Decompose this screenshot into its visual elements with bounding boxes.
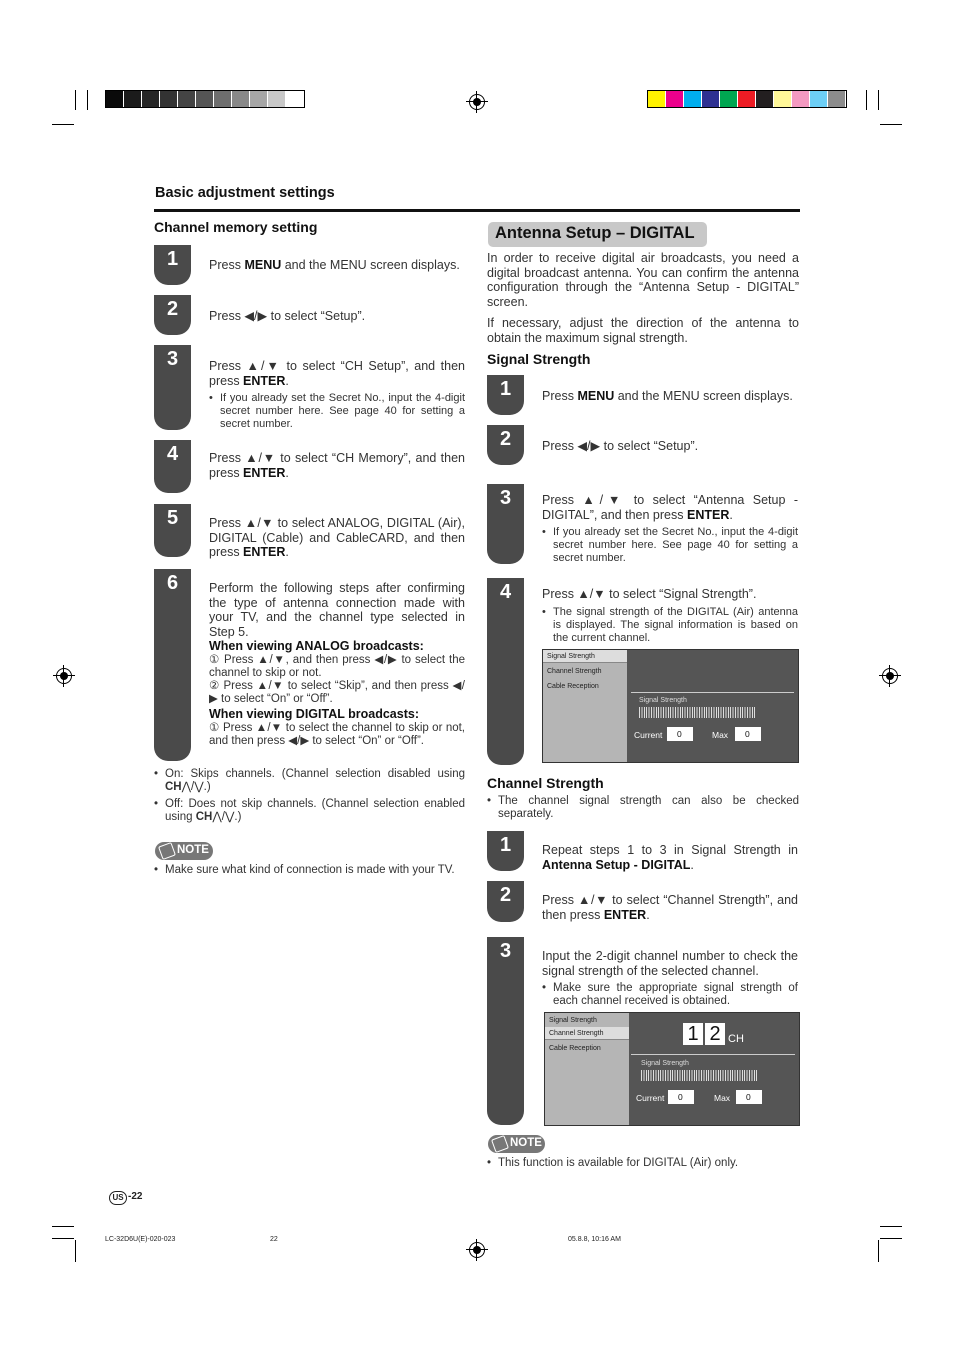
crop-mark (880, 1238, 902, 1239)
crop-mark (75, 1240, 76, 1262)
calibration-swatch (738, 91, 756, 107)
max-label: Max (714, 1093, 731, 1103)
osd-menu-item: Signal Strength (549, 1017, 597, 1024)
step-number: 2 (499, 428, 512, 450)
crop-mark (878, 1240, 879, 1262)
pencil-icon (491, 1135, 509, 1153)
step-text: Press ◀/▶ to select “Setup”. (542, 439, 699, 453)
calibration-swatch (828, 91, 846, 107)
calibration-swatch (720, 91, 738, 107)
calibration-swatch (702, 91, 720, 107)
calibration-swatch (792, 91, 810, 107)
osd-menu (545, 1013, 629, 1125)
digital-step-1: ① Press ▲/▼ to select the channel to skip or not, and then press ◀/▶ to select “On” or “Off”. (209, 722, 465, 748)
max-value: 0 (736, 1090, 762, 1104)
antenna-setup-banner (488, 222, 707, 247)
step-text: Press ▲/▼ to select ANALOG, DIGITAL (Air), DIGITAL (Cable) and CableCARD, and then press ENTER. (209, 516, 465, 559)
step-number-tab (154, 504, 191, 557)
section-title: Basic adjustment settings (155, 185, 335, 201)
channel-memory-heading: Channel memory setting (154, 219, 318, 235)
channel-strength-screen (544, 1012, 800, 1126)
step-number-tab (154, 440, 191, 493)
step-number-tab (487, 831, 524, 871)
step-number-tab (487, 425, 524, 465)
registration-mark-icon (469, 94, 485, 110)
step-text: Press ▲/▼ to select “Antenna Setup - DIGITAL”, and then press ENTER. (542, 493, 798, 522)
signal-step4-note: • The signal strength of the DIGITAL (Air) antenna is displayed. The signal information is based on the current channel. (542, 606, 798, 645)
step-number-tab (154, 345, 191, 430)
calibration-swatch (106, 91, 124, 107)
step-number: 4 (499, 581, 512, 603)
crop-mark (866, 90, 867, 110)
signal-strength-screen (542, 649, 799, 763)
step-text: Press MENU and the MENU screen displays. (209, 258, 460, 272)
osd-menu-item: Cable Reception (549, 1045, 601, 1052)
file-name: LC-32D6U(E)-020-023 (105, 1236, 176, 1243)
crop-mark (52, 1238, 74, 1239)
crop-mark (75, 90, 76, 110)
step-number: 3 (166, 348, 179, 370)
step-number-tab (154, 245, 191, 285)
sheet-number: 22 (270, 1236, 278, 1243)
analog-step-2: ② Press ▲/▼ to select “Skip”, and then press ◀/▶ to select “On” or “Off”. (209, 680, 465, 706)
calibration-swatch (756, 91, 774, 107)
bullet-on: • On: Skips channels. (Channel selection disabled using CH⋀/⋁.) (154, 768, 465, 794)
step-number: 2 (166, 298, 179, 320)
calibration-swatch (684, 91, 702, 107)
calibration-swatch (666, 91, 684, 107)
digital-heading: When viewing DIGITAL broadcasts: (209, 707, 419, 721)
step-text: Press MENU and the MENU screen displays. (542, 389, 793, 403)
calibration-swatch (250, 91, 268, 107)
calibration-swatch (268, 91, 286, 107)
calibration-swatch (142, 91, 160, 107)
osd-label: Signal Strength (639, 697, 687, 704)
channel-digit: 2 (705, 1023, 725, 1045)
note-text: • This function is available for DIGITAL (Air) only. (487, 1157, 739, 1169)
step-number-tab (154, 295, 191, 335)
current-label: Current (634, 730, 663, 740)
step-number: 3 (499, 940, 512, 962)
print-stamp: 05.8.8, 10:16 AM (568, 1236, 621, 1243)
note-text: • Make sure what kind of connection is made with your TV. (154, 864, 455, 876)
step-number: 6 (166, 572, 179, 594)
step-text: Press ▲/▼ to select “CH Setup”, and then press ENTER. (209, 359, 465, 388)
calibration-swatch (214, 91, 232, 107)
signal-strength-heading: Signal Strength (487, 351, 591, 367)
calibration-swatch (286, 91, 304, 107)
step3-note: • If you already set the Secret No., input the 4-digit secret number here. See page 40 for setting a secret number. (209, 392, 465, 431)
section-rule (154, 209, 800, 212)
step-number: 1 (499, 378, 512, 400)
channel-step3-note: • Make sure the appropriate signal strength of each channel received is obtained. (542, 982, 798, 1008)
step-number: 3 (499, 487, 512, 509)
crop-mark (87, 90, 88, 110)
registration-mark-icon (56, 668, 72, 684)
osd-menu-item: Signal Strength (543, 650, 627, 663)
step-text: Input the 2-digit channel number to check the signal strength of the selected channel. (542, 949, 798, 978)
osd-divider (631, 692, 794, 693)
step-number: 4 (166, 443, 179, 465)
note-badge: NOTE (155, 842, 213, 860)
step-number-tab (487, 937, 524, 1125)
calibration-swatch (160, 91, 178, 107)
page-number: -22 (128, 1191, 143, 1202)
signal-step3-note: • If you already set the Secret No., input the 4-digit secret number here. See page 40 for setting a secret number. (542, 526, 798, 565)
step-text: Press ▲/▼ to select “Signal Strength”. (542, 587, 757, 601)
antenna-setup-title: Antenna Setup – DIGITAL (495, 224, 695, 242)
calibration-swatch (774, 91, 792, 107)
osd-menu (543, 650, 627, 762)
step-text: Repeat steps 1 to 3 in Signal Strength in Antenna Setup - DIGITAL. (542, 843, 798, 872)
calibration-swatch (810, 91, 828, 107)
calibration-swatch (648, 91, 666, 107)
pencil-icon (158, 842, 176, 860)
signal-meter (641, 1070, 757, 1081)
signal-meter (639, 707, 755, 718)
step-number: 1 (166, 248, 179, 270)
analog-heading: When viewing ANALOG broadcasts: (209, 639, 424, 653)
crop-mark (878, 90, 879, 110)
osd-menu-item: Cable Reception (547, 683, 599, 690)
registration-mark-icon (882, 668, 898, 684)
step-number-tab (154, 569, 191, 761)
grayscale-calibration-bar (105, 90, 305, 108)
step-number: 2 (499, 884, 512, 906)
crop-mark (52, 1226, 74, 1227)
step-text: Press ▲/▼ to select “Channel Strength”, and then press ENTER. (542, 893, 798, 922)
step-number-tab (487, 881, 524, 922)
step-number-tab (487, 375, 524, 415)
calibration-swatch (196, 91, 214, 107)
calibration-swatch (232, 91, 250, 107)
osd-divider (631, 1054, 795, 1055)
step-number-tab (487, 578, 524, 765)
step-number-tab (487, 484, 524, 564)
registration-mark-icon (469, 1242, 485, 1258)
max-label: Max (712, 730, 729, 740)
analog-step-1: ① Press ▲/▼, and then press ◀/▶ to select the channel to skip or not. (209, 654, 465, 680)
crop-mark (52, 124, 74, 125)
step-number: 5 (166, 507, 179, 529)
crop-mark (880, 124, 902, 125)
current-value: 0 (668, 1090, 694, 1104)
crop-mark (880, 1226, 902, 1227)
osd-menu-item: Channel Strength (545, 1027, 629, 1040)
ch-label: CH (728, 1033, 744, 1045)
step-text: Press ◀/▶ to select “Setup”. (209, 309, 366, 323)
intro-paragraph-2: If necessary, adjust the direction of the antenna to obtain the maximum signal strength. (487, 316, 799, 345)
current-label: Current (636, 1093, 665, 1103)
calibration-swatch (124, 91, 142, 107)
color-calibration-bar (647, 90, 847, 108)
channel-intro: • The channel signal strength can also be checked separately. (487, 795, 799, 821)
channel-strength-heading: Channel Strength (487, 775, 604, 791)
osd-menu-item: Channel Strength (547, 668, 602, 675)
bullet-off: • Off: Does not skip channels. (Channel selection enabled using CH⋀/⋁.) (154, 798, 465, 824)
step-text: Press ▲/▼ to select “CH Memory”, and then press ENTER. (209, 451, 465, 480)
current-value: 0 (667, 727, 693, 741)
max-value: 0 (735, 727, 761, 741)
calibration-swatch (178, 91, 196, 107)
region-badge: US (109, 1191, 127, 1205)
channel-digit: 1 (683, 1023, 703, 1045)
intro-paragraph-1: In order to receive digital air broadcasts, you need a digital broadcast antenna. You can confirm the antenna configuration through the “Antenna Setup - DIGITAL” screen. (487, 251, 799, 309)
osd-label: Signal Strength (641, 1060, 689, 1067)
step-text: Perform the following steps after confirming the type of antenna connection made with your TV, and the channel type selected in Step 5. (209, 581, 465, 639)
step-number: 1 (499, 834, 512, 856)
note-badge: NOTE (488, 1135, 545, 1153)
